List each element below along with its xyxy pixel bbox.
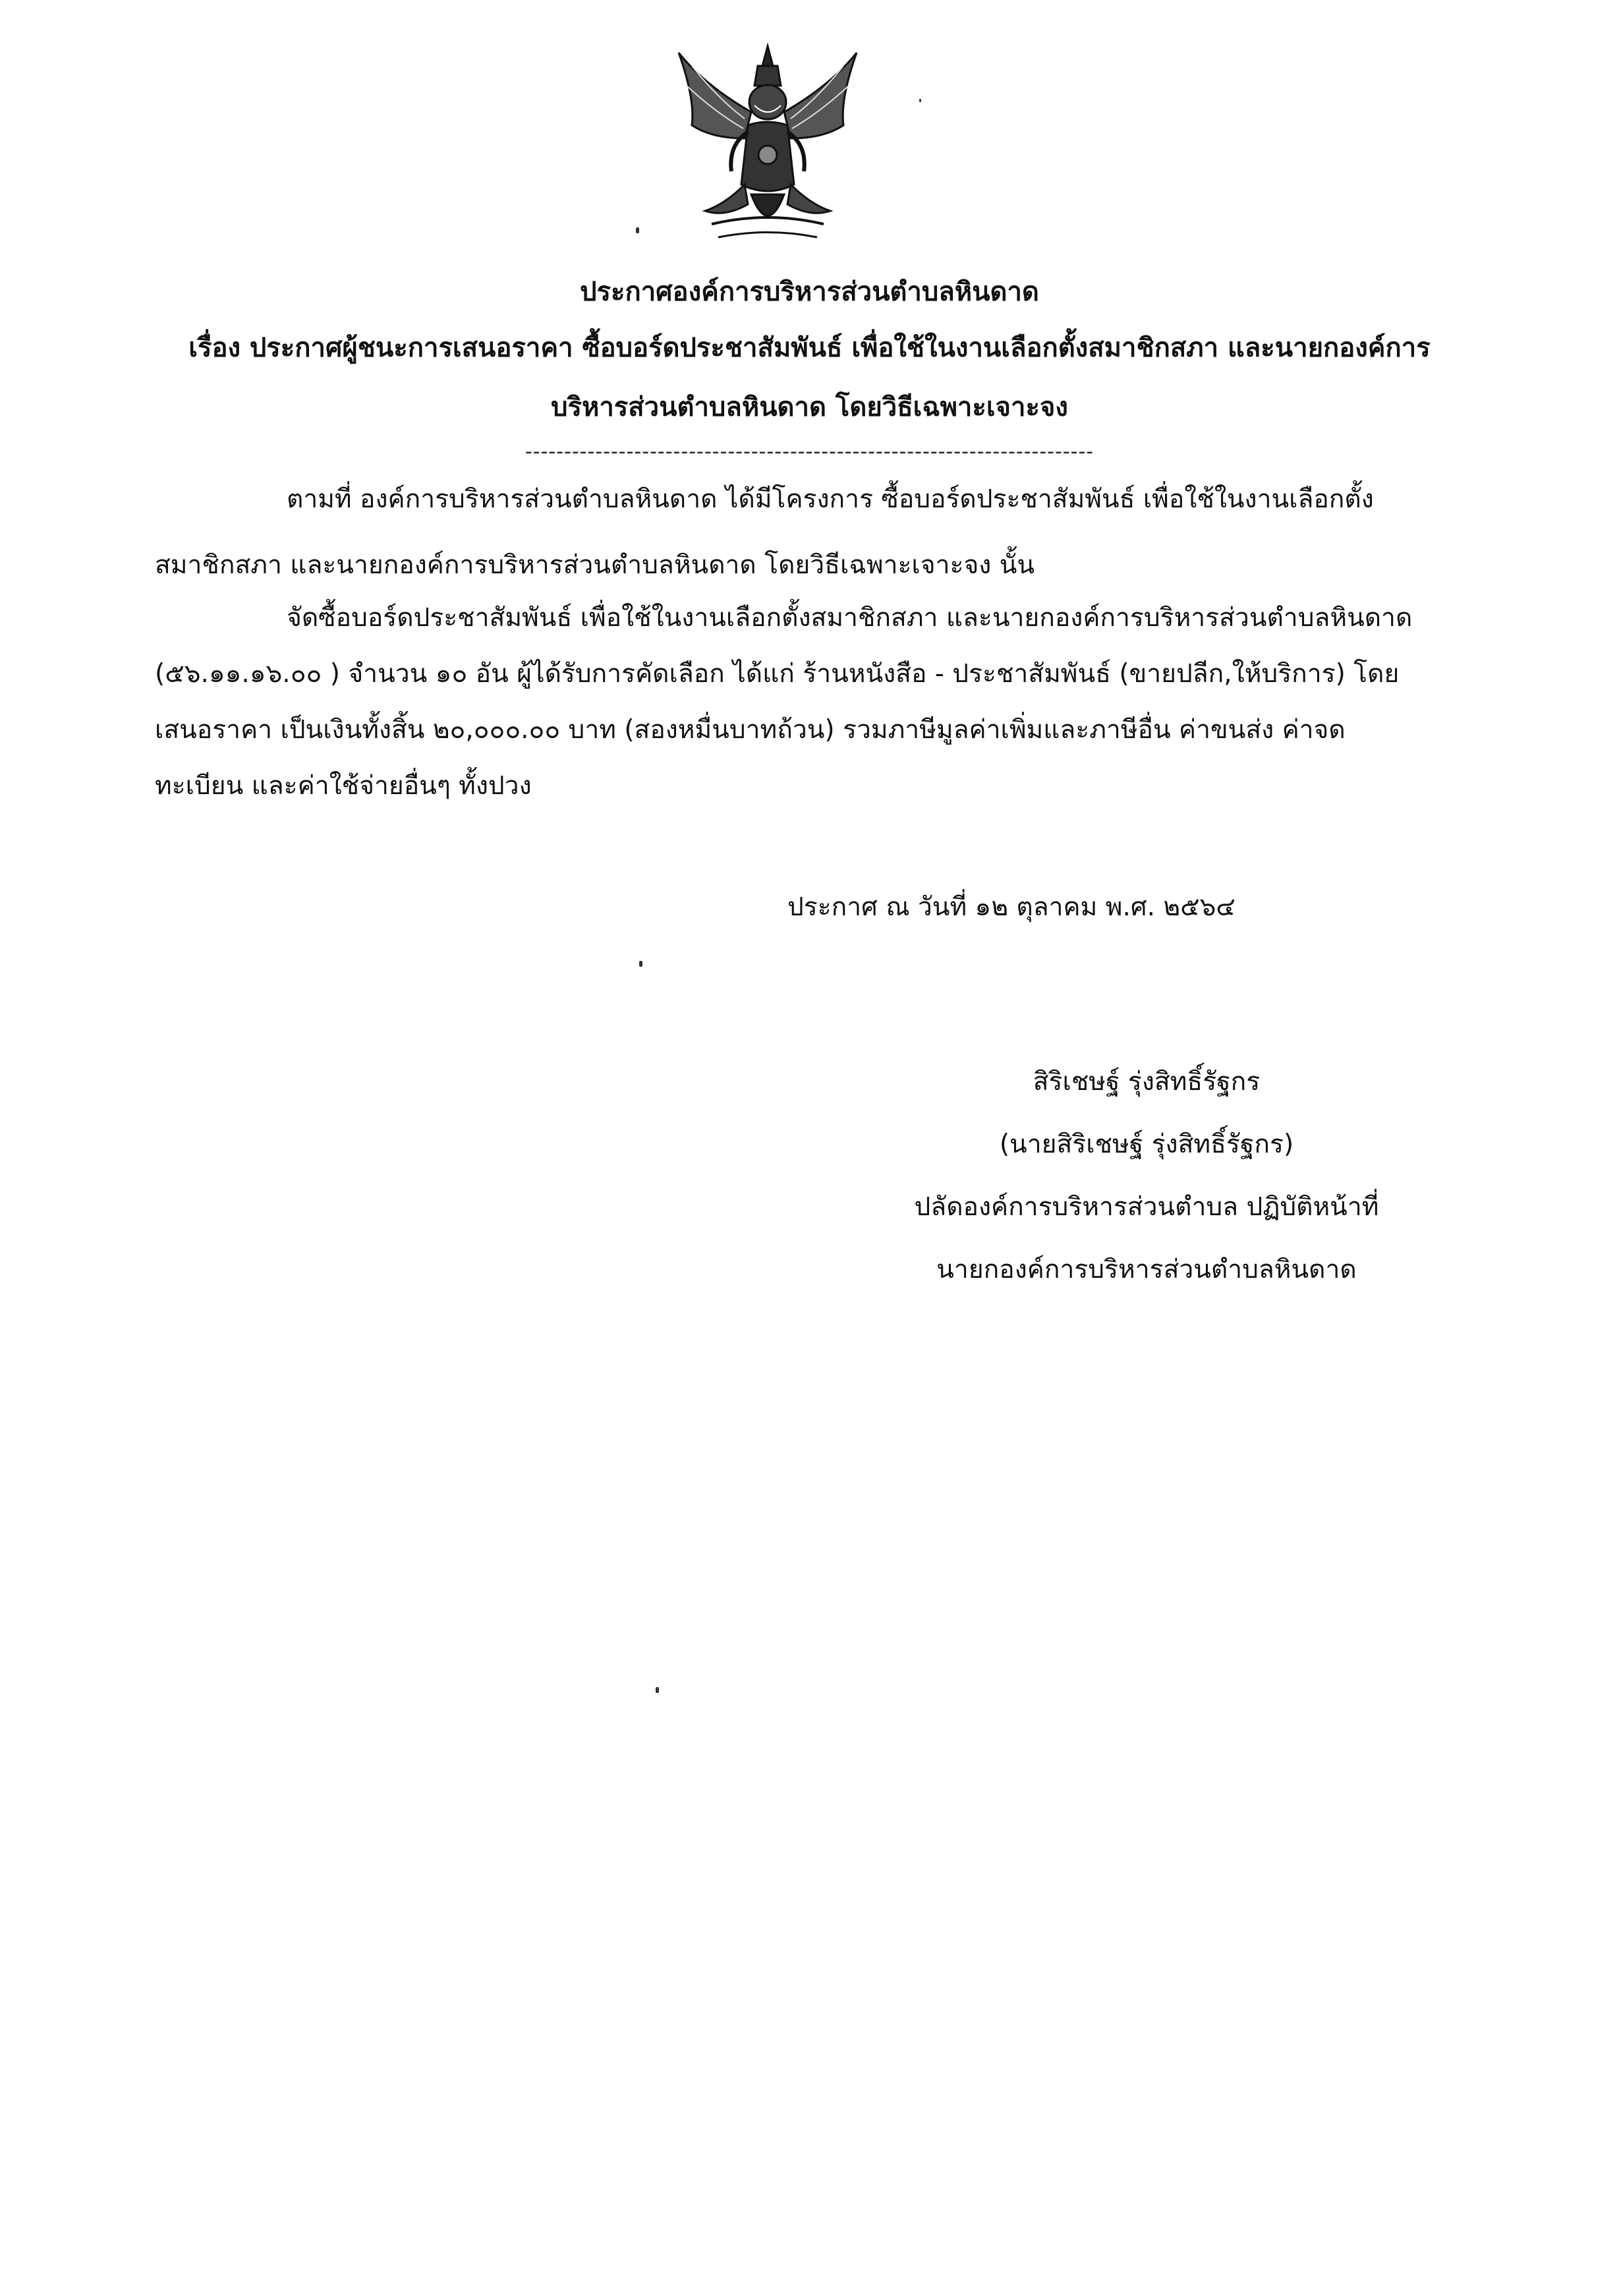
body-paragraph-line: (๕๖.๑๑.๑๖.๐๐ ) จำนวน ๑๐ อัน ผู้ได้รับการคัดเลือก ได้แก่ ร้านหนังสือ - ประชาสัมพันธ์ (ขายปลีก,ให้บริการ) โดย	[155, 659, 1400, 689]
signatory-full-name: (นายสิริเชษฐ์ รุ่งสิทธิ์รัฐกร)	[999, 1130, 1294, 1159]
scan-speck	[919, 99, 921, 102]
signature-name: สิริเชษฐ์ รุ่งสิทธิ์รัฐกร	[1033, 1067, 1261, 1097]
body-paragraph-line: สมาชิกสภา และนายกองค์การบริหารส่วนตำบลหินดาด โดยวิธีเฉพาะเจาะจง นั้น	[155, 550, 1035, 580]
scan-speck	[656, 1687, 659, 1693]
body-paragraph-line: เสนอราคา เป็นเงินทั้งสิ้น ๒๐,๐๐๐.๐๐ บาท (สองหมื่นบาทถ้วน) รวมภาษีมูลค่าเพิ่มและภาษีอื่น ค่าขนส่ง ค่าจด	[155, 715, 1346, 745]
body-paragraph-line: ทะเบียน และค่าใช้จ่ายอื่นๆ ทั้งปวง	[155, 771, 532, 801]
garuda-emblem-icon	[666, 40, 870, 250]
scan-speck	[636, 227, 639, 233]
document-subject-line1: เรื่อง ประกาศผู้ชนะการเสนอราคา ซื้อบอร์ดประชาสัมพันธ์ เพื่อใช้ในงานเลือกตั้งสมาชิกสภา และนายกองค์การ	[188, 333, 1431, 363]
signatory-position-line2: นายกองค์การบริหารส่วนตำบลหินดาด	[936, 1255, 1357, 1284]
divider-line: -------------------------------------------------------------------------	[525, 440, 1094, 463]
document-subject-line2: บริหารส่วนตำบลหินดาด โดยวิธีเฉพาะเจาะจง	[551, 392, 1068, 422]
scan-speck	[639, 961, 642, 967]
body-paragraph-line: จัดซื้อบอร์ดประชาสัมพันธ์ เพื่อใช้ในงานเลือกตั้งสมาชิกสภา และนายกองค์การบริหารส่วนตำบลหินดาด	[287, 603, 1413, 633]
body-paragraph-line: ตามที่ องค์การบริหารส่วนตำบลหินดาด ได้มีโครงการ ซื้อบอร์ดประชาสัมพันธ์ เพื่อใช้ในงานเลือกตั้ง	[287, 484, 1374, 514]
document-title: ประกาศองค์การบริหารส่วนตำบลหินดาด	[580, 277, 1039, 307]
signatory-position-line1: ปลัดองค์การบริหารส่วนตำบล ปฏิบัติหน้าที่	[914, 1192, 1379, 1222]
announcement-date: ประกาศ ณ วันที่ ๑๒ ตุลาคม พ.ศ. ๒๕๖๔	[787, 892, 1236, 922]
